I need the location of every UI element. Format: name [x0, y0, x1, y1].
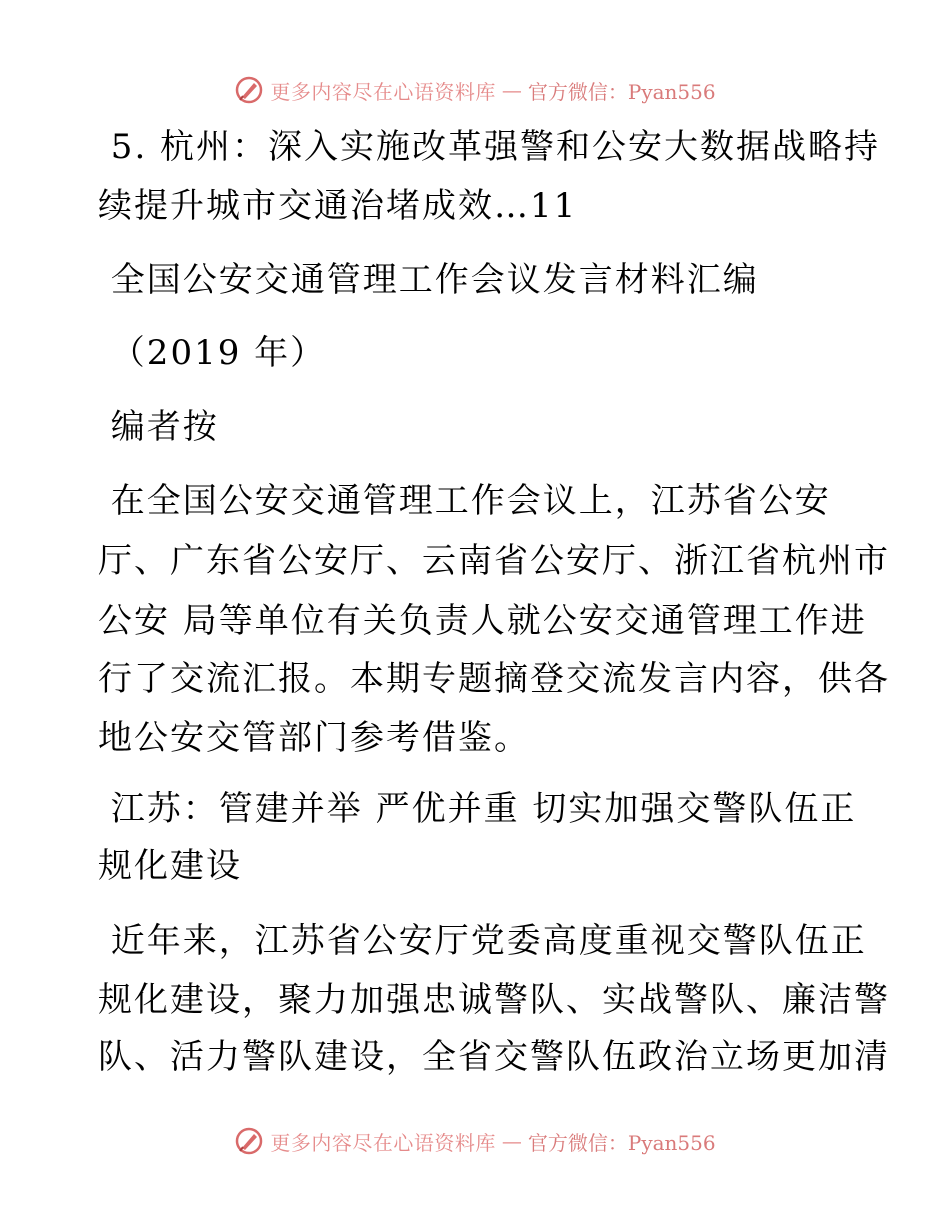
document-title: 全国公安交通管理工作会议发言材料汇编	[98, 260, 759, 300]
editor-note-line-3: 公安 局等单位有关负责人就公安交通管理工作进	[98, 601, 867, 641]
header-watermark	[0, 70, 950, 110]
section-heading-line-1: 江苏：管建并举 严优并重 切实加强交警队伍正	[98, 789, 857, 829]
watermark-brand-text: 更多内容尽在心语资料库	[270, 79, 496, 104]
body-line-3: 队、活力警队建设，全省交警队伍政治立场更加清	[98, 1037, 890, 1077]
watermark-contact-text: 官方微信：Pyan556	[527, 1130, 716, 1155]
body-line-1: 近年来，江苏省公安厅党委高度重视交警队伍正	[98, 921, 867, 961]
editor-note-heading: 编者按	[98, 407, 219, 447]
watermark-separator: —	[501, 78, 522, 102]
editor-note-line-5: 地公安交管部门参考借鉴。	[98, 718, 530, 758]
editor-note-line-1: 在全国公安交通管理工作会议上，江苏省公安	[98, 481, 831, 521]
quill-pen-seal-icon	[234, 75, 264, 105]
toc-entry-line-1: 5. 杭州：深入实施改革强警和公安大数据战略持	[98, 127, 881, 167]
footer-watermark	[0, 1121, 950, 1161]
body-line-2: 规化建设，聚力加强忠诚警队、实战警队、廉洁警	[98, 980, 890, 1020]
watermark-contact-text: 官方微信：Pyan556	[527, 79, 716, 104]
editor-note-line-2: 厅、广东省公安厅、云南省公安厅、浙江省杭州市	[98, 541, 890, 581]
document-year: （2019 年）	[98, 333, 327, 373]
section-heading-line-2: 规化建设	[98, 846, 242, 886]
quill-pen-seal-icon	[234, 1126, 264, 1156]
watermark-brand-text: 更多内容尽在心语资料库	[270, 1130, 496, 1155]
watermark-separator: —	[501, 1129, 522, 1153]
editor-note-line-4: 行了交流汇报。本期专题摘登交流发言内容，供各	[98, 659, 890, 699]
toc-entry-line-2: 续提升城市交通治堵成效…11	[98, 186, 578, 226]
